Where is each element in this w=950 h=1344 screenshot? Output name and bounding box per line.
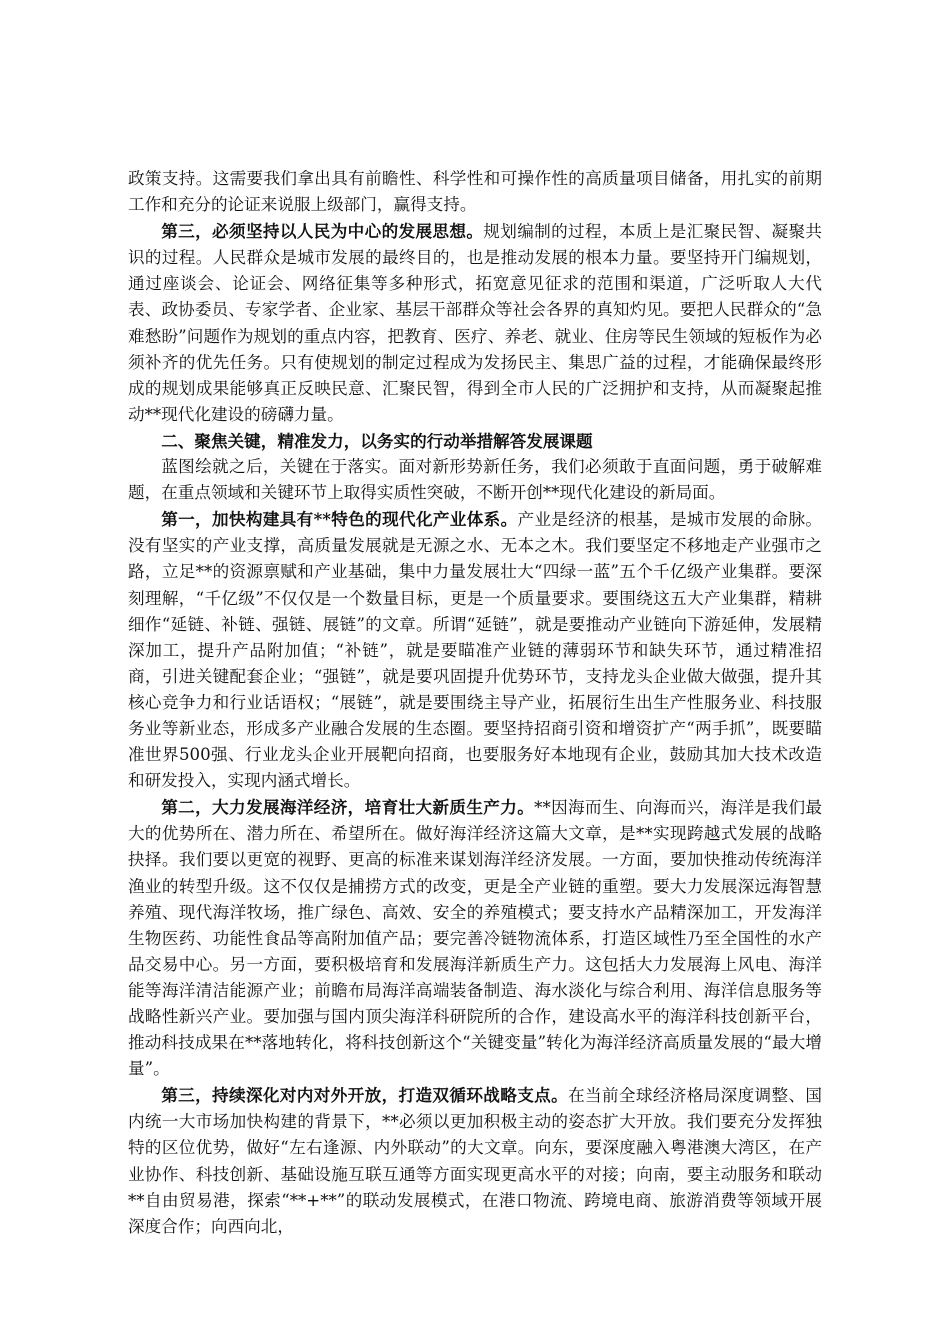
paragraph-1-text: 政策支持。这需要我们拿出具有前瞻性、科学性和可操作性的高质量项目储备，用扎实的前期工作和充分的论证来说服上级部门，赢得支持。	[128, 169, 822, 215]
paragraph-7-lead: 第三，持续深化对内对外开放，打造双循环战略支点。	[161, 1085, 569, 1106]
paragraph-5-lead: 第一，加快构建具有**特色的现代化产业体系。	[161, 509, 518, 530]
paragraph-7-text: 在当前全球经济格局深度调整、国内统一大市场加快构建的背景下，**必须以更加积极主动的姿态扩大开放。我们要充分发挥独特的区位优势，做好“左右逢源、内外联动”的大文章。向东，要深度融入粤港澳大湾区，在产业协作、科技创新、基础设施互联互通等方面实现更高水平的对接；向南，要主动服务和联动**自由贸易港，探索“**+**”的联动发展模式，在港口物流、跨境电商、旅游消费等领域开展深度合作；向西向北，	[128, 1086, 822, 1236]
paragraph-6-text: **因海而生、向海而兴，海洋是我们最大的优势所在、潜力所在、希望所在。做好海洋经济这篇大文章，是**实现跨越式发展的战略抉择。我们要以更宽的视野、更高的标准来谋划海洋经济发展。一方面，要加快推动传统海洋渔业的转型升级。这不仅仅是捕捞方式的改变，更是全产业链的重塑。要大力发展深远海智慧养殖、现代海洋牧场，推广绿色、高效、安全的养殖模式；要支持水产品精深加工，开发海洋生物医药、功能性食品等高附加值产品；要完善冷链物流体系，打造区域性乃至全国性的水产品交易中心。另一方面，要积极培育和发展海洋新质生产力。这包括大力发展海上风电、海洋能等海洋清洁能源产业；前瞻布局海洋高端装备制造、海水淡化与综合利用、海洋信息服务等战略性新兴产业。要加强与国内顶尖海洋科研院所的合作，建设高水平的海洋科技创新平台，推动科技成果在**落地转化，将科技创新这个“关键变量”转化为海洋经济高质量发展的“最大增量”。	[128, 798, 822, 1079]
paragraph-2-lead: 第三，必须坚持以人民为中心的发展思想。	[161, 221, 484, 242]
paragraph-1	[128, 166, 822, 218]
paragraph-7	[128, 1082, 822, 1240]
paragraph-2	[128, 218, 822, 428]
paragraph-5-text: 产业是经济的根基，是城市发展的命脉。没有坚实的产业支撑，高质量发展就是无源之水、无本之木。我们要坚定不移地走产业强市之路，立足**的资源禀赋和产业基础，集中力量发展壮大“四绿一蓝”五个千亿级产业集群。要深刻理解，“千亿级”不仅仅是一个数量目标，更是一个质量要求。要围绕这五大产业集群，精耕细作“延链、补链、强链、展链”的文章。所谓“延链”，就是要推动产业链向下游延伸，发展精深加工，提升产品附加值；“补链”，就是要瞄准产业链的薄弱环节和缺失环节，通过精准招商，引进关键配套企业；“强链”，就是要巩固提升优势环节，支持龙头企业做大做强，提升其核心竞争力和行业话语权；“展链”，就是要围绕主导产业，拓展衍生出生产性服务业、科技服务业等新业态，形成多产业融合发展的生态圈。要坚持招商引资和增资扩产“两手抓”，既要瞄准世界500强、行业龙头企业开展靶向招商，也要服务好本地现有企业，鼓励其加大技术改造和研发投入，实现内涵式增长。	[128, 510, 823, 791]
paragraph-4-text: 蓝图绘就之后，关键在于落实。面对新形势新任务，我们必须敢于直面问题，勇于破解难题，在重点领域和关键环节上取得实质性突破，不断开创**现代化建设的新局面。	[128, 457, 822, 503]
paragraph-5	[128, 506, 822, 794]
paragraph-6	[128, 794, 822, 1082]
document-page	[128, 166, 822, 1240]
section-heading-2: 二、聚焦关键，精准发力，以务实的行动举措解答发展课题	[161, 430, 593, 451]
paragraph-4	[128, 454, 822, 506]
paragraph-2-text: 规划编制的过程，本质上是汇聚民智、凝聚共识的过程。人民群众是城市发展的最终目的，也是推动发展的根本力量。要坚持开门编规划，通过座谈会、论证会、网络征集等多种形式，拓宽意见征求的范围和渠道，广泛听取人大代表、政协委员、专家学者、企业家、基层干部群众等社会各界的真知灼见。要把人民群众的“急难愁盼”问题作为规划的重点内容，把教育、医疗、养老、就业、住房等民生领域的短板作为必须补齐的优先任务。只有使规划的制定过程成为发扬民主、集思广益的过程，才能确保最终形成的规划成果能够真正反映民意、汇聚民智，得到全市人民的广泛拥护和支持，从而凝聚起推动**现代化建设的磅礴力量。	[128, 222, 822, 424]
paragraph-6-lead: 第二，大力发展海洋经济，培育壮大新质生产力。	[161, 797, 535, 818]
